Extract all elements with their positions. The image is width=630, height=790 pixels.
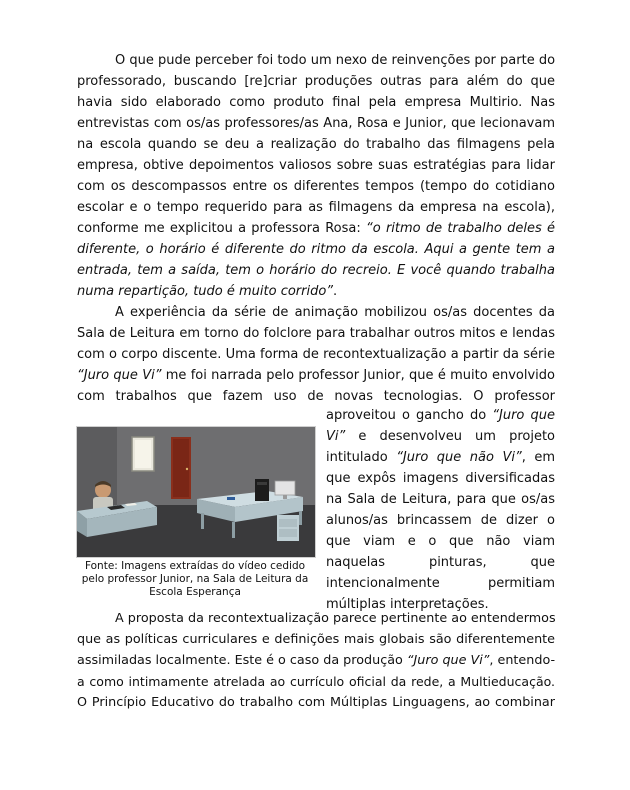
p1-line-3: havia sido elaborado como produto final pela empresa Multirio. Nas [77,95,555,110]
p2-wrap-line-4: que expôs imagens diversificadas [326,471,555,486]
p2-line-2: Sala de Leitura em torno do folclore para trabalhar outros mitos e lendas [77,326,555,341]
p1-line-8: escolar e o tempo requerido para as filmagens da empresa na escola), [77,200,555,215]
p1-line-5: na escola quando se deu a realização do trabalho das filmagens pela [77,137,555,152]
p1-line-2: professorado, buscando [re]criar produções outras para além do que [77,74,555,89]
p2-wrap-line-9: intencionalmente permitiam [326,576,555,591]
p3-line-5: O Princípio Educativo do trabalho com Múltiplas Linguagens, ao combinar [77,695,555,710]
p2-wrap-line-6: alunos/as brincassem de dizer o [326,513,555,528]
p1-line-6: empresa, obtive depoimentos valiosos sobre suas estratégias para lidar [77,158,555,173]
p2-line-5: com trabalhos que fazem uso de novas tecnologias. O professor [77,389,555,404]
p1-line-1: O que pude perceber foi todo um nexo de reinvenções por parte do [115,53,556,68]
figure-caption: Fonte: Imagens extraídas do vídeo cedido pelo professor Junior, na Sala de Leitura da Escola Esperança [81,560,309,598]
p1-line-11: entrada, tem a saída, tem o horário do recreio. E você quando trabalha [77,263,555,278]
p1-line-12: numa repartição, tudo é muito corrido”. [77,284,338,299]
p3-line-3: assimiladas localmente. Este é o caso da produção “Juro que Vi”, entendo- [77,653,556,668]
p2-wrap-line-2: Vi” e desenvolveu um projeto [326,429,555,444]
p1-line-10: diferente, o horário é diferente do ritmo da escola. Aqui a gente tem a [77,242,555,257]
classroom-render-image [77,427,315,557]
p3-line-1: A proposta da recontextualização parece pertinente ao entendermos [115,611,556,626]
p3-line-4: a como intimamente atrelada ao currículo oficial da rede, a Multieducação. [77,674,555,689]
p2-line-1: A experiência da série de animação mobilizou os/as docentes da [115,305,555,320]
p2-wrap-line-5: na Sala de Leitura, para que os/as [326,492,555,507]
p2-wrap-line-10: múltiplas interpretações. [326,597,489,612]
p1-line-7: com os descompassos entre os diferentes tempos (tempo do cotidiano [77,179,555,194]
figure-image [76,426,316,558]
p2-line-4: “Juro que Vi” me foi narrada pelo professor Junior, que é muito envolvido [77,368,555,383]
p1-line-9: conforme me explicitou a professora Rosa: “o ritmo de trabalho deles é [77,221,555,236]
p2-wrap-line-3: intitulado “Juro que não Vi”, em [326,450,555,465]
p3-line-2: que as políticas curriculares e definições mais globais são diferentemente [77,632,555,647]
p2-wrap-line-1: aproveitou o gancho do “Juro que [326,408,555,423]
p2-wrap-line-8: naquelas pinturas, que [326,555,555,570]
p2-line-3: com o corpo discente. Uma forma de recontextualização a partir da série [77,347,555,362]
p1-line-4: entrevistas com os/as professores/as Ana, Rosa e Junior, que lecionavam [77,116,555,131]
p2-wrap-line-7: que viam e o que não viam [326,534,555,549]
